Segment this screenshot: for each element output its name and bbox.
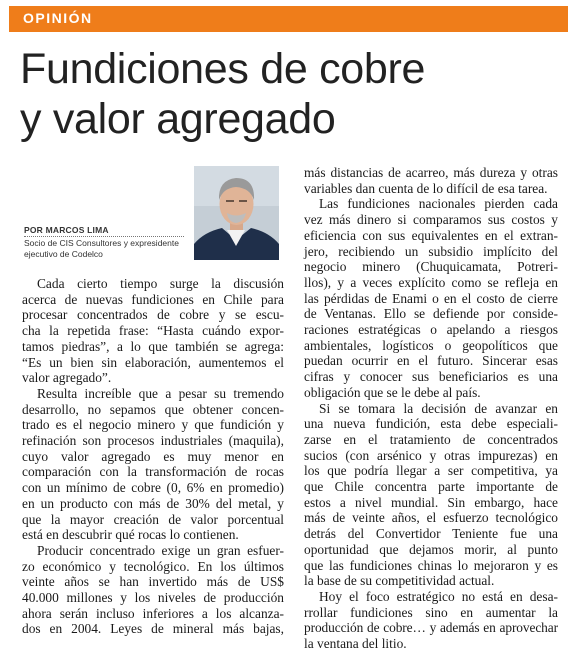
body-line: cha la repetida frase: “Hasta cuándo expor- [22,323,284,339]
body-line: puedan ocurrir en el futuro. Sincerar esas [304,353,558,369]
body-line: procesar concentrados de cobre y se escu- [22,307,284,323]
body-line: veinte años se han invertido más de US$ [22,574,284,590]
body-line: 40.000 millones y los niveles de producción [22,590,284,606]
body-line: Cada cierto tiempo surge la discusión [37,276,284,291]
body-line: está en descubrir qué rocas lo contienen. [22,527,239,543]
body-line: negocio minero (Chuquicamata, Potreri- [304,259,558,275]
body-line: obligación que se le debe al país. [304,384,481,400]
affiliation-line: Socio de CIS Consultores y expresidente [24,238,179,248]
body-line: refinación son procesos industriales (maquila), [22,433,284,449]
body-line: de Ventanas. Ello se defiende por conside- [304,306,558,322]
body-line: con un mínimo de cobre (0, 6% en promedio) [22,480,284,496]
headline-line: Fundiciones de cobre [20,45,426,93]
body-line: la base de su competitividad actual. [304,573,495,589]
body-line: raciones estratégicas o apelando a riesgos [304,322,558,338]
body-line: estos a nivel mundial. Sin embargo, hace [304,494,558,510]
body-line: Resulta increíble que a pesar su tremendo [37,385,284,401]
body-line: Si se tomara la decisión de avanzar en [319,400,558,416]
body-line: Producir concentrado exige un gran esfuer- [37,542,284,558]
body-column-left [22,276,284,637]
body-line: llos), y a veces explícito como se refleja en [304,274,558,290]
body-column-right [304,165,558,652]
author-byline: POR MARCOS LIMA [24,225,109,235]
body-line: en un producto con más de 30% del metal, y [22,495,284,511]
section-header-bar [9,6,568,32]
body-line: detrás del Convertidor Teniente fue una [304,526,558,542]
body-line: comparación con la transformación de rocas [22,464,284,480]
article-headline [20,44,560,144]
body-line: producción de cobre… y además en aprovechar [304,620,558,636]
body-line: más distancias de acarreo, más dureza y otras [304,165,558,180]
body-line: que las fundiciones chinas lo mejoraron y es [304,557,558,573]
body-line: “Es un bien sin elaboración, aumentemos el [22,354,284,370]
body-line: ambientales, logísticos o geopolíticos que [304,337,558,353]
body-line: variables dan cuenta de lo difícil de esa tarea. [304,180,548,196]
author-affiliation [24,238,194,260]
body-line: Hoy el foco estratégico no está en desa- [319,588,558,604]
body-line: cifras y conocer sus beneficiarios es una [304,369,558,385]
body-line: tamos piedras”, a lo que también se agrega: [22,338,284,354]
body-line: desarrollo, no sepamos que obtener concen- [22,401,284,417]
body-line: una nueva fundición, esta debe especiali- [304,416,558,432]
body-line: las pérdidas de Enami o en el costo de cierre [304,290,558,306]
body-line: zo económico y tecnológico. En los últimos [22,558,284,574]
body-line: trado es el negocio minero y que fundición y [22,417,284,433]
body-line: valor agregado”. [22,370,112,386]
body-line: jero, recibiendo un subsidio implícito del [304,243,558,259]
byline-divider [24,236,184,237]
headline-line: y valor agregado [20,95,336,143]
body-line: ahora serán incluso inferiores a los alcanza- [22,605,284,621]
section-label: OPINIÓN [23,10,93,26]
author-portrait-icon [194,166,279,260]
body-line: eficiencia con sus equivalentes en el extran- [304,227,558,243]
body-line: más de veinte años, el esfuerzo tecnológico [304,510,558,526]
body-line: Las fundiciones nacionales pierden cada [319,196,558,212]
body-line: vez más dinero si comparamos sus costos y [304,212,558,228]
body-line: los que podría llegar a ser competitiva, ya [304,463,558,479]
affiliation-line: ejecutivo de Codelco [24,249,103,259]
body-line: la ventana del litio. [304,636,407,652]
body-line: zarse en el tratamiento de concentrados [304,431,558,447]
body-line: rrollar fundiciones sino en aumentar la [304,604,558,620]
body-line: sucios (con arsénico y otras impurezas) en [304,447,558,463]
body-line: cuyo valor agregado es muy menor en [22,448,284,464]
body-line: acerca de nuevas fundiciones en Chile para [22,291,284,307]
body-line: que Chile concentra parte importante de [304,479,558,495]
body-line: que la mayor creación de valor porcentual [22,511,284,527]
body-line: oportunidad que dejamos morir, al punto [304,541,558,557]
body-line: dos en 2004. Leyes de mineral más bajas, [22,621,284,637]
